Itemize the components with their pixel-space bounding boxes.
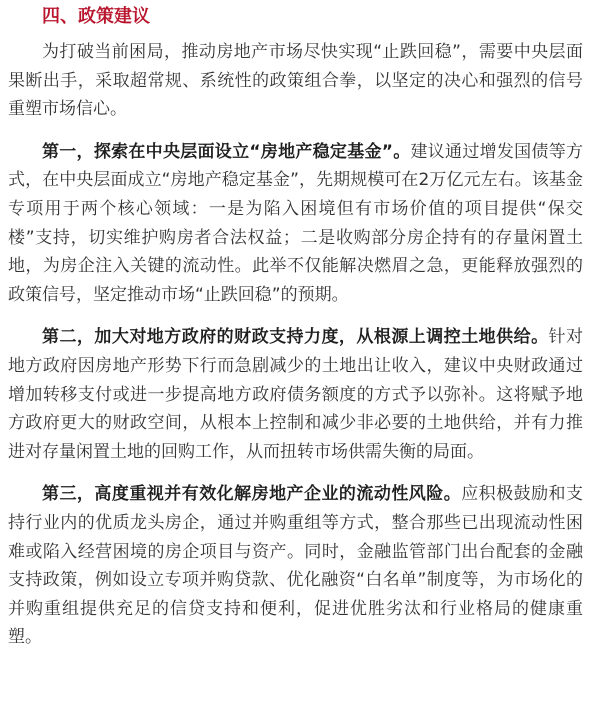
policy-body-3: 应积极鼓励和支持行业内的优质龙头房企，通过并购重组等方式，整合那些已出现流动性困难或陷入经营困境的房企项目与资产。同时，金融监管部门出台配套的金融支持政策，例如设立专项并购贷款、优化融资“白名单”制度等，为市场化的并购重组提供充足的信贷支持和便利，促进优胜劣汰和行业格局的健康重塑。 <box>8 484 584 648</box>
section-heading: 四、政策建议 <box>42 6 150 27</box>
intro-paragraph: 为打破当前困局，推动房地产市场尽快实现“止跌回稳”，需要中央层面果断出手，采取超常规、系统性的政策组合拳，以坚定的决心和强烈的信号重塑市场信心。 <box>8 42 583 120</box>
policy-body-1: 建议通过增发国债等方式，在中央层面成立“房地产稳定基金”，先期规模可在2万亿元左右。该基金专项用于两个核心领域：一是为陷入困境但有市场价值的项目提供“保交楼”支持，切实维护购房者合法权益；二是收购部分房企持有的存量闲置土地，为房企注入关键的流动性。此举不仅能解决燃眉之急，更能释放强烈的政策信号，坚定推动市场“止跌回稳”的预期。 <box>8 141 583 305</box>
policy-paragraph-3 <box>8 480 583 652</box>
policy-lead-1: 第一，探索在中央层面设立“房地产稳定基金”。 <box>42 141 411 162</box>
policy-lead-3: 第三，高度重视并有效化解房地产企业的流动性风险。 <box>42 484 462 505</box>
policy-body-2: 针对地方政府因房地产形势下行而急剧减少的土地出让收入，建议中央财政通过增加转移支付或进一步提高地方政府债务额度的方式予以弥补。这将赋予地方政府更大的财政空间，从根本上控制和减少非必要的土地供给，并有力推进对存量闲置土地的回购工作，从而扭转市场供需失衡的局面。 <box>8 327 584 462</box>
policy-paragraph-1 <box>8 138 583 310</box>
policy-paragraph-2 <box>8 323 583 466</box>
policy-lead-2: 第二，加大对地方政府的财政支持力度，从根源上调控土地供给。 <box>42 327 549 348</box>
